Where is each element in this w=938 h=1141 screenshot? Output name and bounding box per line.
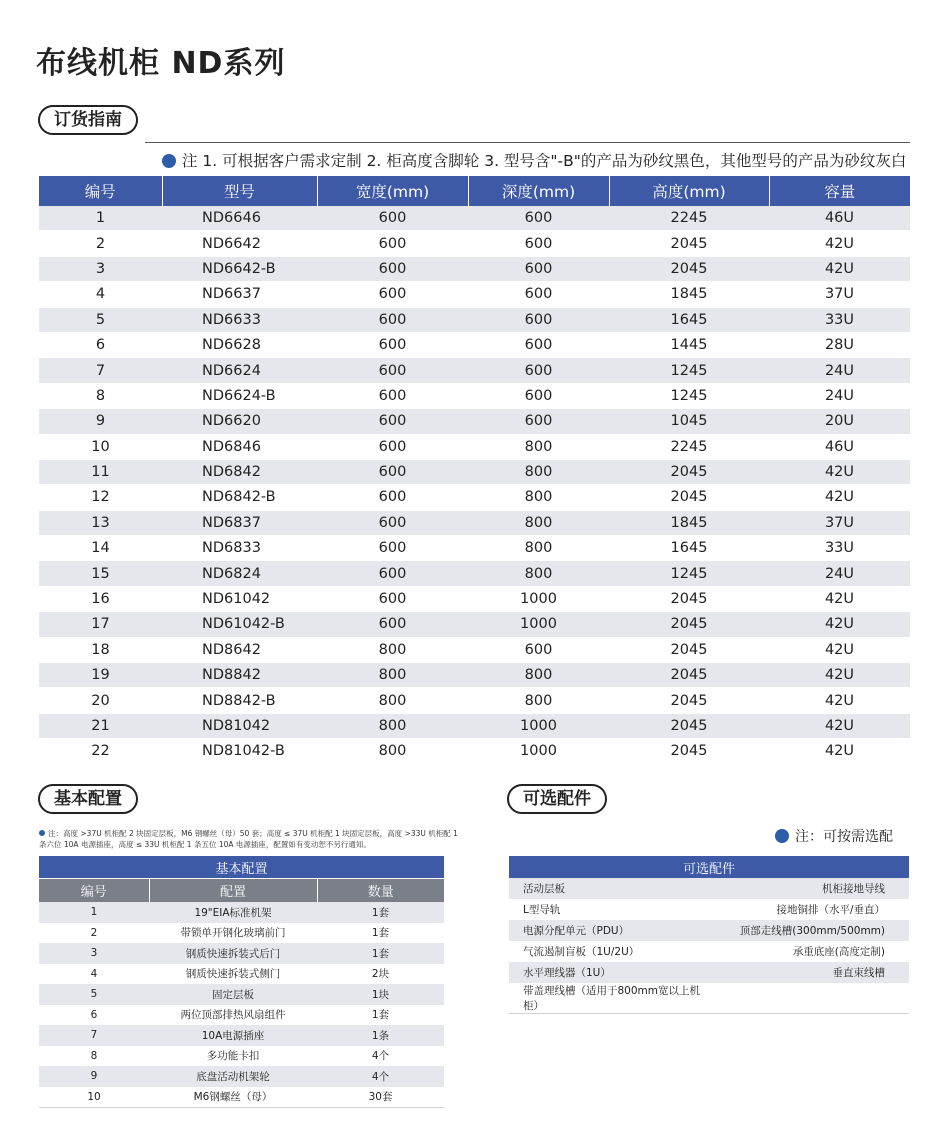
table-cell: 4个 <box>317 1046 444 1067</box>
table-cell: 2045 <box>609 485 769 510</box>
table-cell: 10 <box>39 434 162 459</box>
table-cell: 42U <box>769 231 910 256</box>
table-cell: 42U <box>769 713 910 738</box>
table-cell: 600 <box>317 282 468 307</box>
table-row <box>509 899 909 920</box>
table-cell: 3 <box>39 943 149 964</box>
table-cell: 1套 <box>317 923 444 944</box>
table-cell: 5 <box>39 307 162 332</box>
table-cell: 1845 <box>609 510 769 535</box>
optional-table-caption: 可选配件 <box>509 856 909 878</box>
table-cell: 800 <box>468 561 609 586</box>
table-cell: 600 <box>468 231 609 256</box>
table-cell: ND6833 <box>162 536 317 561</box>
basic-table-caption: 基本配置 <box>39 856 444 879</box>
table-cell: ND6837 <box>162 510 317 535</box>
basic-config-label: 基本配置 <box>38 784 138 814</box>
table-cell: 22 <box>39 739 162 764</box>
bullet-dot-icon <box>39 830 45 836</box>
optional-accessories-table <box>509 856 909 1014</box>
table-row <box>39 485 910 510</box>
table-cell: 1245 <box>609 358 769 383</box>
ordering-note <box>162 149 906 171</box>
table-cell: 600 <box>317 485 468 510</box>
table-cell: 600 <box>317 510 468 535</box>
table-cell: 42U <box>769 637 910 662</box>
table-cell: 1045 <box>609 409 769 434</box>
table-cell: 2245 <box>609 434 769 459</box>
table-cell: 800 <box>317 688 468 713</box>
table-cell: 6 <box>39 332 162 357</box>
header-height: 高度(mm) <box>609 176 769 206</box>
table-cell: 钢质快速拆装式侧门 <box>149 964 317 985</box>
table-row <box>509 920 909 941</box>
table-cell: 2045 <box>609 586 769 611</box>
table-cell: 钢质快速拆装式后门 <box>149 943 317 964</box>
table-row <box>39 358 910 383</box>
table-cell: 600 <box>468 409 609 434</box>
table-row <box>39 612 910 637</box>
divider <box>145 142 910 143</box>
table-cell: 20U <box>769 409 910 434</box>
table-row <box>39 434 910 459</box>
table-cell: 4 <box>39 282 162 307</box>
table-cell: L型导轨 <box>509 899 709 920</box>
table-cell: 2045 <box>609 713 769 738</box>
table-cell: 两位顶部排热风扇组件 <box>149 1005 317 1026</box>
optional-note-text: 注：可按需选配 <box>795 829 893 845</box>
table-cell: 24U <box>769 561 910 586</box>
table-cell: 600 <box>468 637 609 662</box>
table-cell: ND81042-B <box>162 739 317 764</box>
table-cell: 600 <box>468 206 609 231</box>
table-cell: 800 <box>317 637 468 662</box>
table-cell: M6钢螺丝（母） <box>149 1087 317 1108</box>
table-cell: 20 <box>39 688 162 713</box>
table-cell: 19"EIA标准机架 <box>149 902 317 923</box>
table-cell: 带盖理线槽（适用于800mm宽以上机柜） <box>509 983 709 1014</box>
header-depth: 深度(mm) <box>468 176 609 206</box>
table-cell: 24U <box>769 383 910 408</box>
table-cell: 1块 <box>317 984 444 1005</box>
header-model: 型号 <box>162 176 317 206</box>
table-cell: 接地铜排（水平/垂直） <box>709 899 909 920</box>
table-cell: 42U <box>769 485 910 510</box>
header-no: 编号 <box>39 176 162 206</box>
table-cell: ND6642 <box>162 231 317 256</box>
table-cell: 多功能卡扣 <box>149 1046 317 1067</box>
header-width: 宽度(mm) <box>317 176 468 206</box>
table-cell: 800 <box>468 510 609 535</box>
table-row <box>39 1046 444 1067</box>
table-cell: 42U <box>769 688 910 713</box>
table-cell: 600 <box>468 358 609 383</box>
table-cell: 固定层板 <box>149 984 317 1005</box>
table-row <box>39 739 910 764</box>
table-cell: 10A电源插座 <box>149 1025 317 1046</box>
table-cell: 800 <box>468 688 609 713</box>
table-cell: 1套 <box>317 943 444 964</box>
table-cell: 1245 <box>609 383 769 408</box>
table-row <box>39 663 910 688</box>
table-cell: 2045 <box>609 612 769 637</box>
table-cell: 水平理线器（1U） <box>509 962 709 983</box>
table-cell: 2045 <box>609 637 769 662</box>
optional-note <box>775 826 893 846</box>
table-cell: 600 <box>317 383 468 408</box>
bullet-dot-icon <box>162 154 176 168</box>
table-cell: 600 <box>317 536 468 561</box>
table-cell: ND6824 <box>162 561 317 586</box>
table-cell: 15 <box>39 561 162 586</box>
table-cell: 9 <box>39 1066 149 1087</box>
table-cell: 2245 <box>609 206 769 231</box>
table-cell: ND81042 <box>162 713 317 738</box>
table-cell: 37U <box>769 282 910 307</box>
table-cell: 气流遏制盲板（1U/2U） <box>509 941 709 962</box>
table-cell: 30套 <box>317 1087 444 1108</box>
table-cell: 1245 <box>609 561 769 586</box>
table-cell: 600 <box>317 307 468 332</box>
table-cell: 600 <box>468 256 609 281</box>
table-cell: 1645 <box>609 307 769 332</box>
table-cell: 2045 <box>609 459 769 484</box>
table-cell: 7 <box>39 1025 149 1046</box>
table-cell: 28U <box>769 332 910 357</box>
table-cell: 42U <box>769 663 910 688</box>
table-cell: 1 <box>39 902 149 923</box>
table-cell: 2045 <box>609 663 769 688</box>
table-cell: 800 <box>317 663 468 688</box>
table-row <box>39 1005 444 1026</box>
table-cell: 21 <box>39 713 162 738</box>
table-row <box>39 984 444 1005</box>
table-cell: 2 <box>39 923 149 944</box>
table-cell: 33U <box>769 307 910 332</box>
table-cell: 6 <box>39 1005 149 1026</box>
table-cell: 4 <box>39 964 149 985</box>
page-title: 布线机柜 ND系列 <box>36 46 286 81</box>
table-cell: 800 <box>317 739 468 764</box>
header-no: 编号 <box>39 879 149 903</box>
basic-config-table <box>39 856 444 1108</box>
header-capacity: 容量 <box>769 176 910 206</box>
table-cell: 42U <box>769 739 910 764</box>
table-row <box>39 964 444 985</box>
table-cell: ND8842 <box>162 663 317 688</box>
table-row <box>39 231 910 256</box>
table-cell: 42U <box>769 459 910 484</box>
table-cell: ND6633 <box>162 307 317 332</box>
table-cell: 1845 <box>609 282 769 307</box>
table-cell: 800 <box>468 536 609 561</box>
table-row <box>39 536 910 561</box>
table-row <box>39 282 910 307</box>
table-cell: 800 <box>468 434 609 459</box>
table-cell: 8 <box>39 383 162 408</box>
table-cell: 13 <box>39 510 162 535</box>
table-cell: 600 <box>468 282 609 307</box>
table-cell: 1套 <box>317 902 444 923</box>
table-cell: 14 <box>39 536 162 561</box>
table-row <box>509 878 909 899</box>
table-cell: 42U <box>769 612 910 637</box>
table-cell: 3 <box>39 256 162 281</box>
table-header-row <box>39 879 444 903</box>
table-cell: 600 <box>317 206 468 231</box>
table-cell: ND8642 <box>162 637 317 662</box>
table-cell: 42U <box>769 586 910 611</box>
table-row <box>39 923 444 944</box>
basic-note-text: 注：高度 >37U 机柜配 2 块固定层板，M6 钢螺丝（母）50 套；高度 ≤ 37U 机柜配 1 块固定层板，高度 >33U 机柜配 1 条六位 10A 电源插座，高度 ≤ 33U 机柜配 1 条五位 10A 电源插座，配置如有变动恕不另行通知。 <box>39 829 458 849</box>
table-cell: 垂直束线槽 <box>709 962 909 983</box>
table-cell: ND6624 <box>162 358 317 383</box>
table-cell: 11 <box>39 459 162 484</box>
table-cell: 2045 <box>609 256 769 281</box>
optional-accessories-label: 可选配件 <box>507 784 607 814</box>
table-cell: 5 <box>39 984 149 1005</box>
table-cell: 2045 <box>609 688 769 713</box>
table-cell: 33U <box>769 536 910 561</box>
table-cell: 46U <box>769 206 910 231</box>
table-cell: ND6624-B <box>162 383 317 408</box>
table-cell: 顶部走线槽(300mm/500mm) <box>709 920 909 941</box>
table-cell: 600 <box>317 256 468 281</box>
table-cell: 600 <box>468 332 609 357</box>
table-cell: 16 <box>39 586 162 611</box>
table-cell: ND6637 <box>162 282 317 307</box>
table-cell: 800 <box>468 663 609 688</box>
table-row <box>39 1025 444 1046</box>
table-cell: 1套 <box>317 1005 444 1026</box>
table-cell: 底盘活动机架轮 <box>149 1066 317 1087</box>
table-cell: ND6620 <box>162 409 317 434</box>
table-row <box>39 332 910 357</box>
table-cell: 600 <box>468 383 609 408</box>
table-cell: 1条 <box>317 1025 444 1046</box>
table-cell: 1445 <box>609 332 769 357</box>
ordering-note-text: 注 1. 可根据客户需求定制 2. 柜高度含脚轮 3. 型号含"-B"的产品为砂纹黑色，其他型号的产品为砂纹灰白 <box>182 152 907 170</box>
table-cell: 带锁单开钢化玻璃前门 <box>149 923 317 944</box>
table-row <box>39 383 910 408</box>
table-row <box>39 1087 444 1108</box>
table-cell: ND8842-B <box>162 688 317 713</box>
table-cell: 600 <box>317 459 468 484</box>
table-cell: 活动层板 <box>509 878 709 899</box>
table-cell: 9 <box>39 409 162 434</box>
table-cell: 机柜接地导线 <box>709 878 909 899</box>
table-cell: 600 <box>317 358 468 383</box>
table-header-row <box>39 176 910 206</box>
table-cell: ND6646 <box>162 206 317 231</box>
table-cell: 600 <box>317 612 468 637</box>
table-row <box>39 459 910 484</box>
header-config: 配置 <box>149 879 317 903</box>
table-row <box>39 1066 444 1087</box>
table-cell: 46U <box>769 434 910 459</box>
table-cell: 1000 <box>468 612 609 637</box>
table-cell: 600 <box>317 434 468 459</box>
table-cell: ND6628 <box>162 332 317 357</box>
table-cell: 1000 <box>468 586 609 611</box>
table-row <box>39 561 910 586</box>
table-row <box>39 688 910 713</box>
table-cell: ND6842-B <box>162 485 317 510</box>
table-cell: ND61042-B <box>162 612 317 637</box>
table-cell: 12 <box>39 485 162 510</box>
table-cell: 18 <box>39 637 162 662</box>
ordering-table <box>39 176 910 765</box>
table-cell: 2块 <box>317 964 444 985</box>
table-cell: 1 <box>39 206 162 231</box>
table-cell: 800 <box>317 713 468 738</box>
table-row <box>509 962 909 983</box>
header-quantity: 数量 <box>317 879 444 903</box>
table-cell: 37U <box>769 510 910 535</box>
bullet-dot-icon <box>775 829 789 843</box>
table-cell: 600 <box>468 307 609 332</box>
table-cell: 4个 <box>317 1066 444 1087</box>
table-cell: 800 <box>468 485 609 510</box>
table-cell: 42U <box>769 256 910 281</box>
table-row <box>509 941 909 962</box>
table-cell: 10 <box>39 1087 149 1108</box>
table-row <box>39 713 910 738</box>
table-cell: 19 <box>39 663 162 688</box>
table-row <box>39 206 910 231</box>
table-cell: 600 <box>317 231 468 256</box>
table-cell: 8 <box>39 1046 149 1067</box>
table-cell: 800 <box>468 459 609 484</box>
table-row <box>39 902 444 923</box>
table-row <box>39 510 910 535</box>
table-row <box>39 307 910 332</box>
basic-note <box>39 828 459 850</box>
table-cell: 2045 <box>609 739 769 764</box>
table-cell: ND61042 <box>162 586 317 611</box>
table-cell: 7 <box>39 358 162 383</box>
table-row <box>509 983 909 1014</box>
table-cell <box>709 983 909 1014</box>
table-cell: 1645 <box>609 536 769 561</box>
table-cell: ND6842 <box>162 459 317 484</box>
table-cell: 承重底座(高度定制) <box>709 941 909 962</box>
table-cell: 1000 <box>468 739 609 764</box>
table-row <box>39 409 910 434</box>
table-cell: ND6846 <box>162 434 317 459</box>
table-cell: 600 <box>317 409 468 434</box>
table-cell: ND6642-B <box>162 256 317 281</box>
table-cell: 600 <box>317 561 468 586</box>
table-cell: 17 <box>39 612 162 637</box>
table-row <box>39 586 910 611</box>
table-cell: 2045 <box>609 231 769 256</box>
ordering-guide-label: 订货指南 <box>38 105 138 135</box>
table-row <box>39 637 910 662</box>
table-cell: 2 <box>39 231 162 256</box>
table-cell: 24U <box>769 358 910 383</box>
table-cell: 电源分配单元（PDU） <box>509 920 709 941</box>
table-cell: 1000 <box>468 713 609 738</box>
table-row <box>39 256 910 281</box>
table-row <box>39 943 444 964</box>
table-cell: 600 <box>317 332 468 357</box>
table-cell: 600 <box>317 586 468 611</box>
